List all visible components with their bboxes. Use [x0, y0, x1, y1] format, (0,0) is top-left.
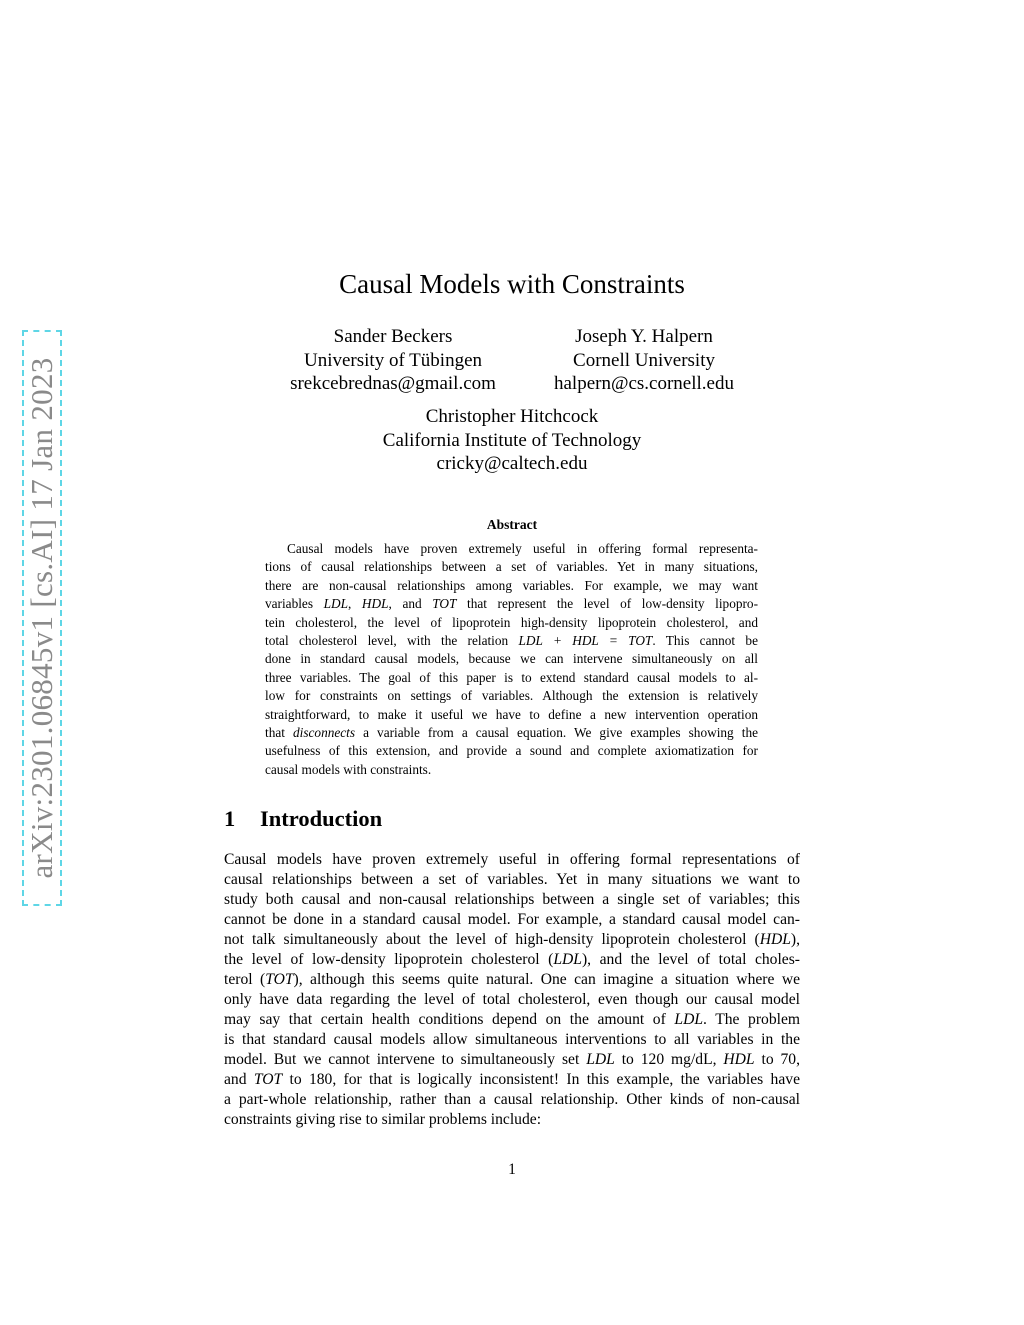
paper-title: Causal Models with Constraints	[339, 269, 685, 299]
author-affiliation: Cornell University	[573, 349, 715, 371]
abstract-line: causal models with constraints.	[265, 761, 432, 777]
paragraph-line: may say that certain health conditions depend on the amount of LDL. The problem	[224, 1011, 800, 1028]
author-name: Christopher Hitchcock	[425, 406, 599, 427]
abstract-line: usefulness of this extension, and provide a sound and complete axiomatization for	[265, 743, 758, 759]
paragraph-line: not talk simultaneously about the level of high-density lipoprotein cholesterol (HDL),	[224, 931, 800, 948]
paragraph-line: constraints giving rise to similar problems include:	[224, 1111, 542, 1128]
inline-math: LDL + HDL = TOT	[518, 632, 653, 648]
arxiv-identifier: arXiv:2301.06845v1 [cs.AI] 17 Jan 2023	[24, 357, 59, 879]
inline-math: HDL	[723, 1051, 755, 1068]
section-number: 1	[224, 806, 236, 831]
author-block-hitchcock	[0, 405, 1024, 476]
abstract-line: done in standard causal models, because we can intervene simultaneously on all	[265, 651, 758, 667]
paragraph-line: study both causal and non-causal relationships between a single set of variables; this	[224, 891, 800, 908]
inline-math: TOT	[253, 1071, 283, 1088]
paragraph-line: the level of low-density lipoprotein cholesterol (LDL), and the level of total choles-	[224, 951, 800, 968]
section-title: Introduction	[260, 806, 383, 831]
abstract-line: straightforward, to make it useful we have to define a new intervention operation	[265, 706, 758, 722]
inline-math: LDL	[586, 1051, 615, 1068]
paragraph-line: is that standard causal models allow simultaneous interventions to all variables in the	[224, 1031, 800, 1048]
abstract-line: there are non-causal relationships among variables. For example, we may want	[265, 577, 758, 593]
author-email: halpern@cs.cornell.edu	[554, 373, 734, 394]
inline-math: TOT	[265, 971, 294, 988]
abstract-line: that disconnects a variable from a causal equation. We give examples showing the	[265, 724, 758, 740]
paragraph-line: Causal models have proven extremely useful in offering formal representations of	[224, 851, 800, 868]
abstract-heading: Abstract	[486, 517, 538, 532]
paragraph-line: a part-whole relationship, rather than a causal relationship. Other kinds of non-causal	[224, 1091, 800, 1108]
paragraph-line: only have data regarding the level of total cholesterol, even though our causal model	[224, 991, 800, 1008]
author-affiliation: California Institute of Technology	[382, 429, 642, 451]
inline-math: LDL	[323, 596, 348, 612]
page-number: 1	[508, 1161, 516, 1178]
abstract-body	[265, 540, 758, 779]
inline-math: LDL	[674, 1011, 703, 1028]
inline-math: HDL	[361, 596, 389, 612]
inline-math: disconnects	[293, 724, 356, 740]
inline-math: TOT	[432, 596, 457, 612]
paragraph-line: model. But we cannot intervene to simultaneously set LDL to 120 mg/dL, HDL to 70,	[224, 1051, 801, 1068]
inline-math: LDL	[553, 951, 582, 968]
abstract-line: tions of causal relationships between a set of variables. Yet in many situations,	[265, 559, 758, 575]
abstract-line: Causal models have proven extremely useful in offering formal representa-	[287, 541, 758, 556]
author-name: Sander Beckers	[333, 326, 453, 347]
section-heading-introduction	[224, 806, 382, 832]
inline-math: HDL	[759, 931, 791, 948]
introduction-body	[224, 850, 800, 1130]
paragraph-line: cannot be done in a standard causal model. For example, a standard causal model can-	[224, 911, 800, 928]
paragraph-line: causal relationships between a set of variables. Yet in many situations we want to	[224, 871, 800, 888]
author-email: srekcebrednas@gmail.com	[290, 373, 496, 394]
author-block-halpern	[534, 325, 754, 396]
abstract-line: tein cholesterol, the level of lipoprotein high-density lipoprotein cholesterol, and	[265, 614, 758, 630]
abstract-line: total cholesterol level, with the relation LDL + HDL = TOT. This cannot be	[265, 632, 758, 648]
author-email: cricky@caltech.edu	[436, 453, 588, 474]
paragraph-line: and TOT to 180, for that is logically inconsistent! In this example, the variables have	[224, 1071, 800, 1088]
author-name: Joseph Y. Halpern	[575, 326, 713, 347]
abstract-line: low for constraints on settings of variables. Although the extension is relatively	[265, 688, 758, 704]
paragraph-line: terol (TOT), although this seems quite natural. One can imagine a situation where we	[224, 971, 801, 988]
abstract-line: three variables. The goal of this paper is to extend standard causal models to al-	[265, 669, 758, 685]
author-block-beckers	[272, 325, 514, 396]
abstract-line: variables LDL, HDL, and TOT that represent the level of low-density lipopro-	[265, 596, 758, 612]
author-affiliation: University of Tübingen	[303, 349, 482, 371]
